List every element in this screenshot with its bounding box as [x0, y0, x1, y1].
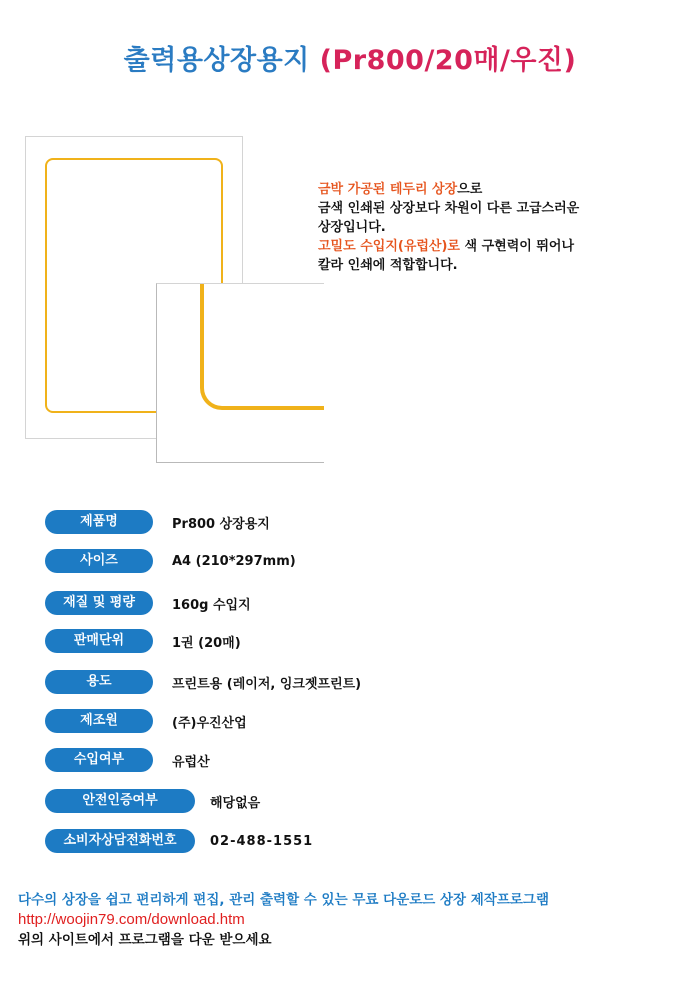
spec-value: 02-488-1551 — [210, 833, 314, 849]
spec-label: 제품명 — [45, 510, 153, 534]
spec-label: 용도 — [45, 670, 153, 694]
spec-label: 수입여부 — [45, 748, 153, 772]
spec-value: 160g 수입지 — [172, 597, 251, 613]
title-sub: (Pr800/20매/우진) — [319, 45, 577, 76]
spec-value: A4 (210*297mm) — [172, 553, 296, 569]
spec-label: 안전인증여부 — [45, 789, 195, 813]
desc-line-5: 칼라 인쇄에 적합합니다. — [318, 258, 458, 273]
spec-row-sales-unit — [45, 628, 241, 654]
spec-row-product-name — [45, 509, 270, 535]
desc-line-4: 고밀도 수입지(유럽산)로 색 구현력이 뛰어나 — [318, 239, 575, 254]
spec-label: 사이즈 — [45, 549, 153, 573]
product-description — [318, 180, 688, 275]
footer-program-notice: 다수의 상장을 쉽고 편리하게 편집, 관리 출력할 수 있는 무료 다운로드 상장 제작프로그램 — [18, 892, 550, 908]
spec-label: 판매단위 — [45, 629, 153, 653]
spec-row-phone — [45, 828, 313, 854]
gold-border-corner — [200, 283, 324, 410]
spec-value: 1권 (20매) — [172, 635, 241, 651]
desc-line-3: 상장입니다. — [318, 220, 386, 235]
spec-label: 제조원 — [45, 709, 153, 733]
page-title — [0, 38, 700, 77]
spec-value: 유럽산 — [172, 754, 210, 770]
desc-line-2: 금색 인쇄된 상장보다 차원이 다른 고급스러운 — [318, 201, 580, 216]
spec-value: (주)우진산업 — [172, 715, 247, 731]
corner-zoom-illustration — [156, 283, 324, 463]
footer-notice — [18, 890, 688, 950]
spec-value: 프린트용 (레이저, 잉크젯프린트) — [172, 676, 362, 692]
spec-row-material — [45, 590, 251, 616]
spec-row-usage — [45, 669, 361, 695]
spec-row-import — [45, 747, 210, 773]
download-link[interactable]: http://woojin79.com/download.htm — [18, 911, 245, 928]
spec-row-size — [45, 548, 296, 574]
spec-row-manufacturer — [45, 708, 247, 734]
spec-value: Pr800 상장용지 — [172, 516, 270, 532]
spec-label: 재질 및 평량 — [45, 591, 153, 615]
desc-line-1: 금박 가공된 테두리 상장으로 — [318, 182, 483, 197]
spec-row-safety-cert — [45, 788, 260, 814]
spec-value: 해당없음 — [210, 795, 261, 811]
spec-label: 소비자상담전화번호 — [45, 829, 195, 853]
title-main: 출력용상장용지 — [123, 45, 310, 76]
footer-instruction: 위의 사이트에서 프로그램을 다운 받으세요 — [18, 932, 272, 948]
